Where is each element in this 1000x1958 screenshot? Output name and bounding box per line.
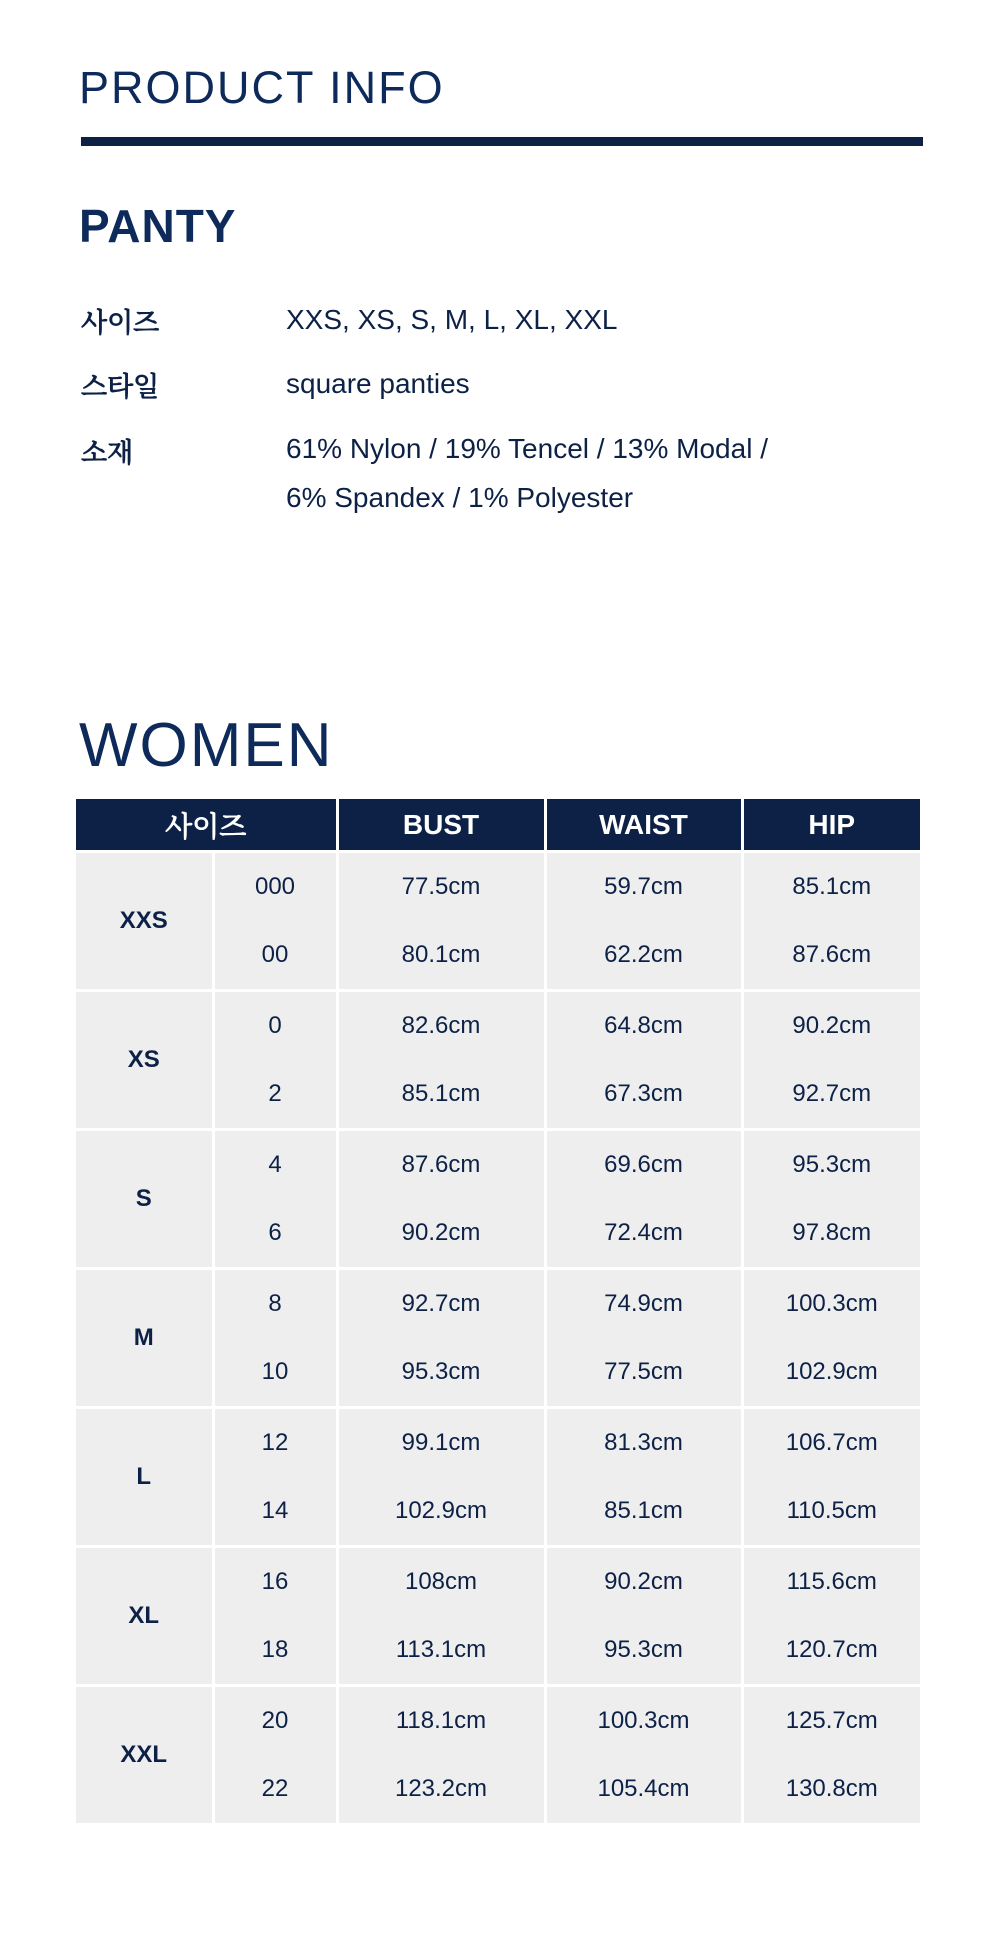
bust-cell: 77.5cm bbox=[337, 852, 545, 922]
column-header-waist: WAIST bbox=[545, 799, 742, 852]
bust-cell: 123.2cm bbox=[337, 1755, 545, 1823]
table-row bbox=[76, 1547, 920, 1617]
hip-cell: 115.6cm bbox=[742, 1547, 920, 1617]
column-header-hip: HIP bbox=[742, 799, 920, 852]
hip-cell: 97.8cm bbox=[742, 1199, 920, 1269]
bust-cell: 90.2cm bbox=[337, 1199, 545, 1269]
size-letter-cell: XL bbox=[76, 1547, 213, 1686]
bust-cell: 99.1cm bbox=[337, 1408, 545, 1478]
size-number-cell: 6 bbox=[213, 1199, 337, 1269]
material-line-2: 6% Spandex / 1% Polyester bbox=[286, 482, 634, 513]
waist-cell: 105.4cm bbox=[545, 1755, 742, 1823]
waist-cell: 85.1cm bbox=[545, 1477, 742, 1547]
info-value-size: XXS, XS, S, M, L, XL, XXL bbox=[286, 304, 618, 335]
hip-cell: 125.7cm bbox=[742, 1686, 920, 1756]
title-divider bbox=[81, 137, 923, 146]
info-value-style: square panties bbox=[286, 368, 470, 399]
hip-cell: 85.1cm bbox=[742, 852, 920, 922]
waist-cell: 74.9cm bbox=[545, 1269, 742, 1339]
hip-cell: 87.6cm bbox=[742, 921, 920, 991]
bust-cell: 82.6cm bbox=[337, 991, 545, 1061]
size-letter-cell: L bbox=[76, 1408, 213, 1547]
waist-cell: 77.5cm bbox=[545, 1338, 742, 1408]
info-label-style: 스타일 bbox=[81, 372, 160, 403]
size-number-cell: 16 bbox=[213, 1547, 337, 1617]
bust-cell: 102.9cm bbox=[337, 1477, 545, 1547]
waist-cell: 100.3cm bbox=[545, 1686, 742, 1756]
size-number-cell: 10 bbox=[213, 1338, 337, 1408]
waist-cell: 67.3cm bbox=[545, 1060, 742, 1130]
size-chart-table bbox=[76, 799, 920, 1823]
size-number-cell: 18 bbox=[213, 1616, 337, 1686]
waist-cell: 95.3cm bbox=[545, 1616, 742, 1686]
hip-cell: 110.5cm bbox=[742, 1477, 920, 1547]
material-line-1: 61% Nylon / 19% Tencel / 13% Modal / bbox=[286, 433, 768, 464]
size-letter-cell: S bbox=[76, 1130, 213, 1269]
hip-cell: 102.9cm bbox=[742, 1338, 920, 1408]
hip-cell: 95.3cm bbox=[742, 1130, 920, 1200]
table-row bbox=[76, 1130, 920, 1200]
size-letter-cell: XXL bbox=[76, 1686, 213, 1824]
size-number-cell: 2 bbox=[213, 1060, 337, 1130]
size-letter-cell: XXS bbox=[76, 852, 213, 991]
column-header-size: 사이즈 bbox=[76, 799, 337, 852]
info-value-material bbox=[286, 424, 768, 522]
bust-cell: 108cm bbox=[337, 1547, 545, 1617]
table-row bbox=[76, 1269, 920, 1339]
size-number-cell: 0 bbox=[213, 991, 337, 1061]
hip-cell: 90.2cm bbox=[742, 991, 920, 1061]
size-number-cell: 00 bbox=[213, 921, 337, 991]
size-number-cell: 14 bbox=[213, 1477, 337, 1547]
table-row bbox=[76, 1686, 920, 1756]
bust-cell: 118.1cm bbox=[337, 1686, 545, 1756]
hip-cell: 100.3cm bbox=[742, 1269, 920, 1339]
size-letter-cell: XS bbox=[76, 991, 213, 1130]
waist-cell: 62.2cm bbox=[545, 921, 742, 991]
waist-cell: 81.3cm bbox=[545, 1408, 742, 1478]
size-number-cell: 000 bbox=[213, 852, 337, 922]
size-letter-cell: M bbox=[76, 1269, 213, 1408]
hip-cell: 130.8cm bbox=[742, 1755, 920, 1823]
bust-cell: 92.7cm bbox=[337, 1269, 545, 1339]
table-row bbox=[76, 991, 920, 1061]
bust-cell: 87.6cm bbox=[337, 1130, 545, 1200]
waist-cell: 72.4cm bbox=[545, 1199, 742, 1269]
waist-cell: 90.2cm bbox=[545, 1547, 742, 1617]
info-label-size: 사이즈 bbox=[81, 308, 160, 339]
size-chart-title: WOMEN bbox=[79, 711, 334, 780]
waist-cell: 59.7cm bbox=[545, 852, 742, 922]
waist-cell: 64.8cm bbox=[545, 991, 742, 1061]
size-number-cell: 4 bbox=[213, 1130, 337, 1200]
bust-cell: 95.3cm bbox=[337, 1338, 545, 1408]
size-number-cell: 8 bbox=[213, 1269, 337, 1339]
table-header-row bbox=[76, 799, 920, 852]
waist-cell: 69.6cm bbox=[545, 1130, 742, 1200]
bust-cell: 80.1cm bbox=[337, 921, 545, 991]
hip-cell: 120.7cm bbox=[742, 1616, 920, 1686]
size-number-cell: 12 bbox=[213, 1408, 337, 1478]
table-row bbox=[76, 852, 920, 922]
bust-cell: 113.1cm bbox=[337, 1616, 545, 1686]
bust-cell: 85.1cm bbox=[337, 1060, 545, 1130]
size-number-cell: 20 bbox=[213, 1686, 337, 1756]
column-header-bust: BUST bbox=[337, 799, 545, 852]
hip-cell: 106.7cm bbox=[742, 1408, 920, 1478]
table-row bbox=[76, 1408, 920, 1478]
product-name: PANTY bbox=[79, 200, 237, 252]
size-number-cell: 22 bbox=[213, 1755, 337, 1823]
section-title: PRODUCT INFO bbox=[79, 62, 445, 113]
hip-cell: 92.7cm bbox=[742, 1060, 920, 1130]
info-label-material: 소재 bbox=[81, 438, 134, 469]
